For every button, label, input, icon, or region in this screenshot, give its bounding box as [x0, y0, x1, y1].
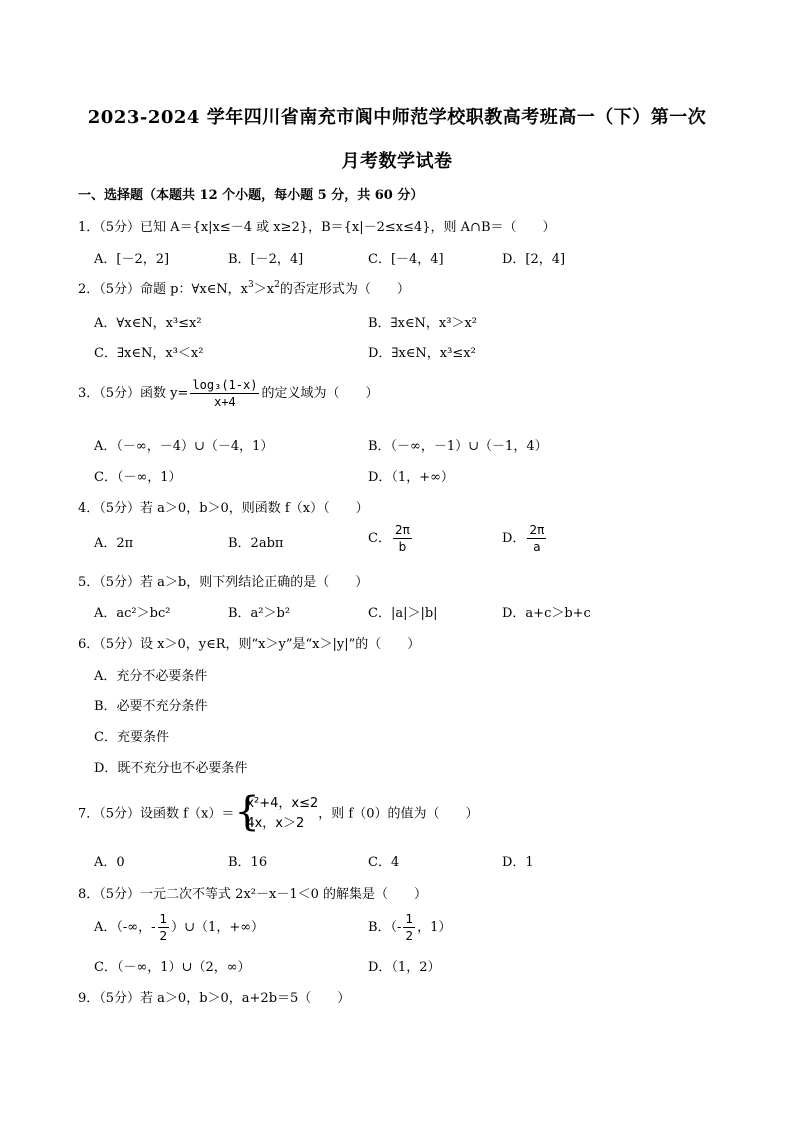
question-8-option-d: D．（1，2）: [368, 960, 441, 975]
question-3-stem-post: 的定义域为（ ）: [261, 386, 379, 401]
question-7-option-d: D．1: [502, 855, 534, 870]
question-1-option-a: A．[－2，2]: [94, 252, 170, 267]
question-4-option-d-num: 2π: [529, 523, 545, 537]
question-8-option-b-pre: B．（-: [368, 920, 402, 935]
question-4-option-c-den: b: [398, 540, 407, 554]
question-4-option-c-fraction: [393, 522, 412, 555]
question-7-option-b: B．16: [228, 855, 268, 870]
question-2-option-d: D．∃x∈N，x³≤x²: [368, 346, 476, 361]
question-1-stem: 1．（5分）已知 A＝{x|x≤－4 或 x≥2}，B＝{x|－2≤x≤4}，则 A∩B＝（ ）: [78, 220, 556, 235]
question-8-option-a-post: ）∪（1，+∞）: [171, 920, 265, 935]
question-9-stem: 9．（5分）若 a＞0，b＞0，a+2b＝5（ ）: [78, 991, 351, 1006]
question-3-option-b: B．（－∞，－1）∪（－1，4）: [368, 439, 548, 454]
question-8-option-b: [368, 911, 451, 944]
question-8-option-a-num: 1: [159, 912, 168, 926]
page-title-line2: 月考数学试卷: [341, 151, 453, 172]
question-7-case-1: x²+4，x≤2: [246, 796, 319, 811]
question-5-option-c: C．|a|＞|b|: [368, 606, 438, 621]
section-heading: 一、选择题（本题共 12 个小题，每小题 5 分，共 60 分）: [78, 188, 424, 203]
question-3-option-d: D．（1，+∞）: [368, 470, 454, 485]
question-8-option-c: C．（－∞，1）∪（2，∞）: [94, 960, 251, 975]
question-6-option-c: C．充要条件: [94, 730, 169, 745]
question-2-stem: 2．（5分）命题 p：∀x∈N，$x^3>x^2$的否定形式为（ ）: [78, 280, 410, 297]
question-2-option-b: B．∃x∈N，x³＞x²: [368, 316, 478, 331]
question-4-option-c-num: 2π: [394, 523, 410, 537]
question-8-option-b-post: ，1）: [417, 920, 452, 935]
question-5-option-d: D．a+c＞b+c: [502, 606, 591, 621]
question-3-stem: [78, 377, 378, 410]
question-4-option-d-label: D．: [502, 531, 526, 546]
question-7-piecewise: [234, 789, 319, 835]
question-5-option-b: B．a²＞b²: [228, 606, 291, 621]
question-7-stem: [78, 789, 479, 835]
question-4-option-c-label: C．: [368, 531, 391, 546]
page-title-line1: 2023-2024 学年四川省南充市阆中师范学校职教高考班高一（下）第一次: [87, 107, 707, 128]
question-7-option-a: A．0: [94, 855, 125, 870]
question-8-option-a-fraction: [158, 911, 170, 944]
question-7-stem-pre: 7．（5分）设函数 f（x）＝: [78, 806, 235, 822]
question-5-option-a: A．ac²＞bc²: [94, 606, 171, 621]
question-2-option-a: A．∀x∈N，x³≤x²: [94, 316, 202, 331]
question-8-option-a: [94, 911, 264, 944]
question-4-stem: 4．（5分）若 a＞0，b＞0，则函数 f（x）（ ）: [78, 501, 369, 516]
question-8-option-b-num: 1: [405, 912, 414, 926]
question-3-fraction: [190, 377, 259, 410]
left-brace-icon: {: [234, 789, 260, 835]
question-8-stem: 8．（5分）一元二次不等式 2x²－x－1＜0 的解集是（ ）: [78, 887, 427, 902]
question-2-option-c: C．∃x∈N，x³＜x²: [94, 346, 204, 361]
question-3-denominator: x+4: [214, 395, 236, 409]
question-7-case-2: 4x，x＞2: [246, 816, 305, 831]
question-4-option-c: [368, 522, 414, 555]
question-3-numerator: log₃(1-x): [192, 378, 258, 392]
question-1-option-b: B．[－2，4]: [228, 252, 304, 267]
question-8-option-a-den: 2: [159, 929, 168, 943]
question-8-option-b-fraction: [403, 911, 415, 944]
question-1-option-c: C．[－4，4]: [368, 252, 444, 267]
question-3-stem-pre: 3．（5分）函数 y=: [78, 386, 189, 401]
question-2-stem-pre: 2．（5分）命题 p：∀x∈N，x: [78, 282, 249, 297]
question-4-option-d-fraction: [527, 522, 546, 555]
question-4-option-d: [502, 522, 548, 555]
question-4-option-b: B．2abπ: [228, 536, 284, 551]
question-2-stem-post: 的否定形式为（ ）: [279, 282, 410, 297]
question-6-option-a: A．充分不必要条件: [94, 669, 208, 684]
question-8-option-a-pre: A．（-∞，-: [94, 920, 156, 935]
question-5-stem: 5．（5分）若 a＞b，则下列结论正确的是（ ）: [78, 575, 369, 590]
question-1-option-d: D．[2，4]: [502, 252, 566, 267]
question-3-option-a: A．（－∞，－4）∪（－4，1）: [94, 439, 274, 454]
question-7-stem-post: ，则 f（0）的值为（ ）: [318, 806, 479, 822]
question-6-option-b: B．必要不充分条件: [94, 699, 208, 714]
question-4-option-d-den: a: [533, 540, 541, 554]
question-8-option-b-den: 2: [405, 929, 414, 943]
question-6-option-d: D．既不充分也不必要条件: [94, 761, 248, 776]
question-7-option-c: C．4: [368, 855, 400, 870]
question-2-stem-mid: ＞x: [253, 282, 275, 297]
question-6-stem: 6．（5分）设 x＞0，y∈R，则“x＞y”是“x＞|y|”的（ ）: [78, 637, 421, 652]
question-4-option-a: A．2π: [94, 536, 134, 551]
question-3-option-c: C．（－∞，1）: [94, 470, 182, 485]
